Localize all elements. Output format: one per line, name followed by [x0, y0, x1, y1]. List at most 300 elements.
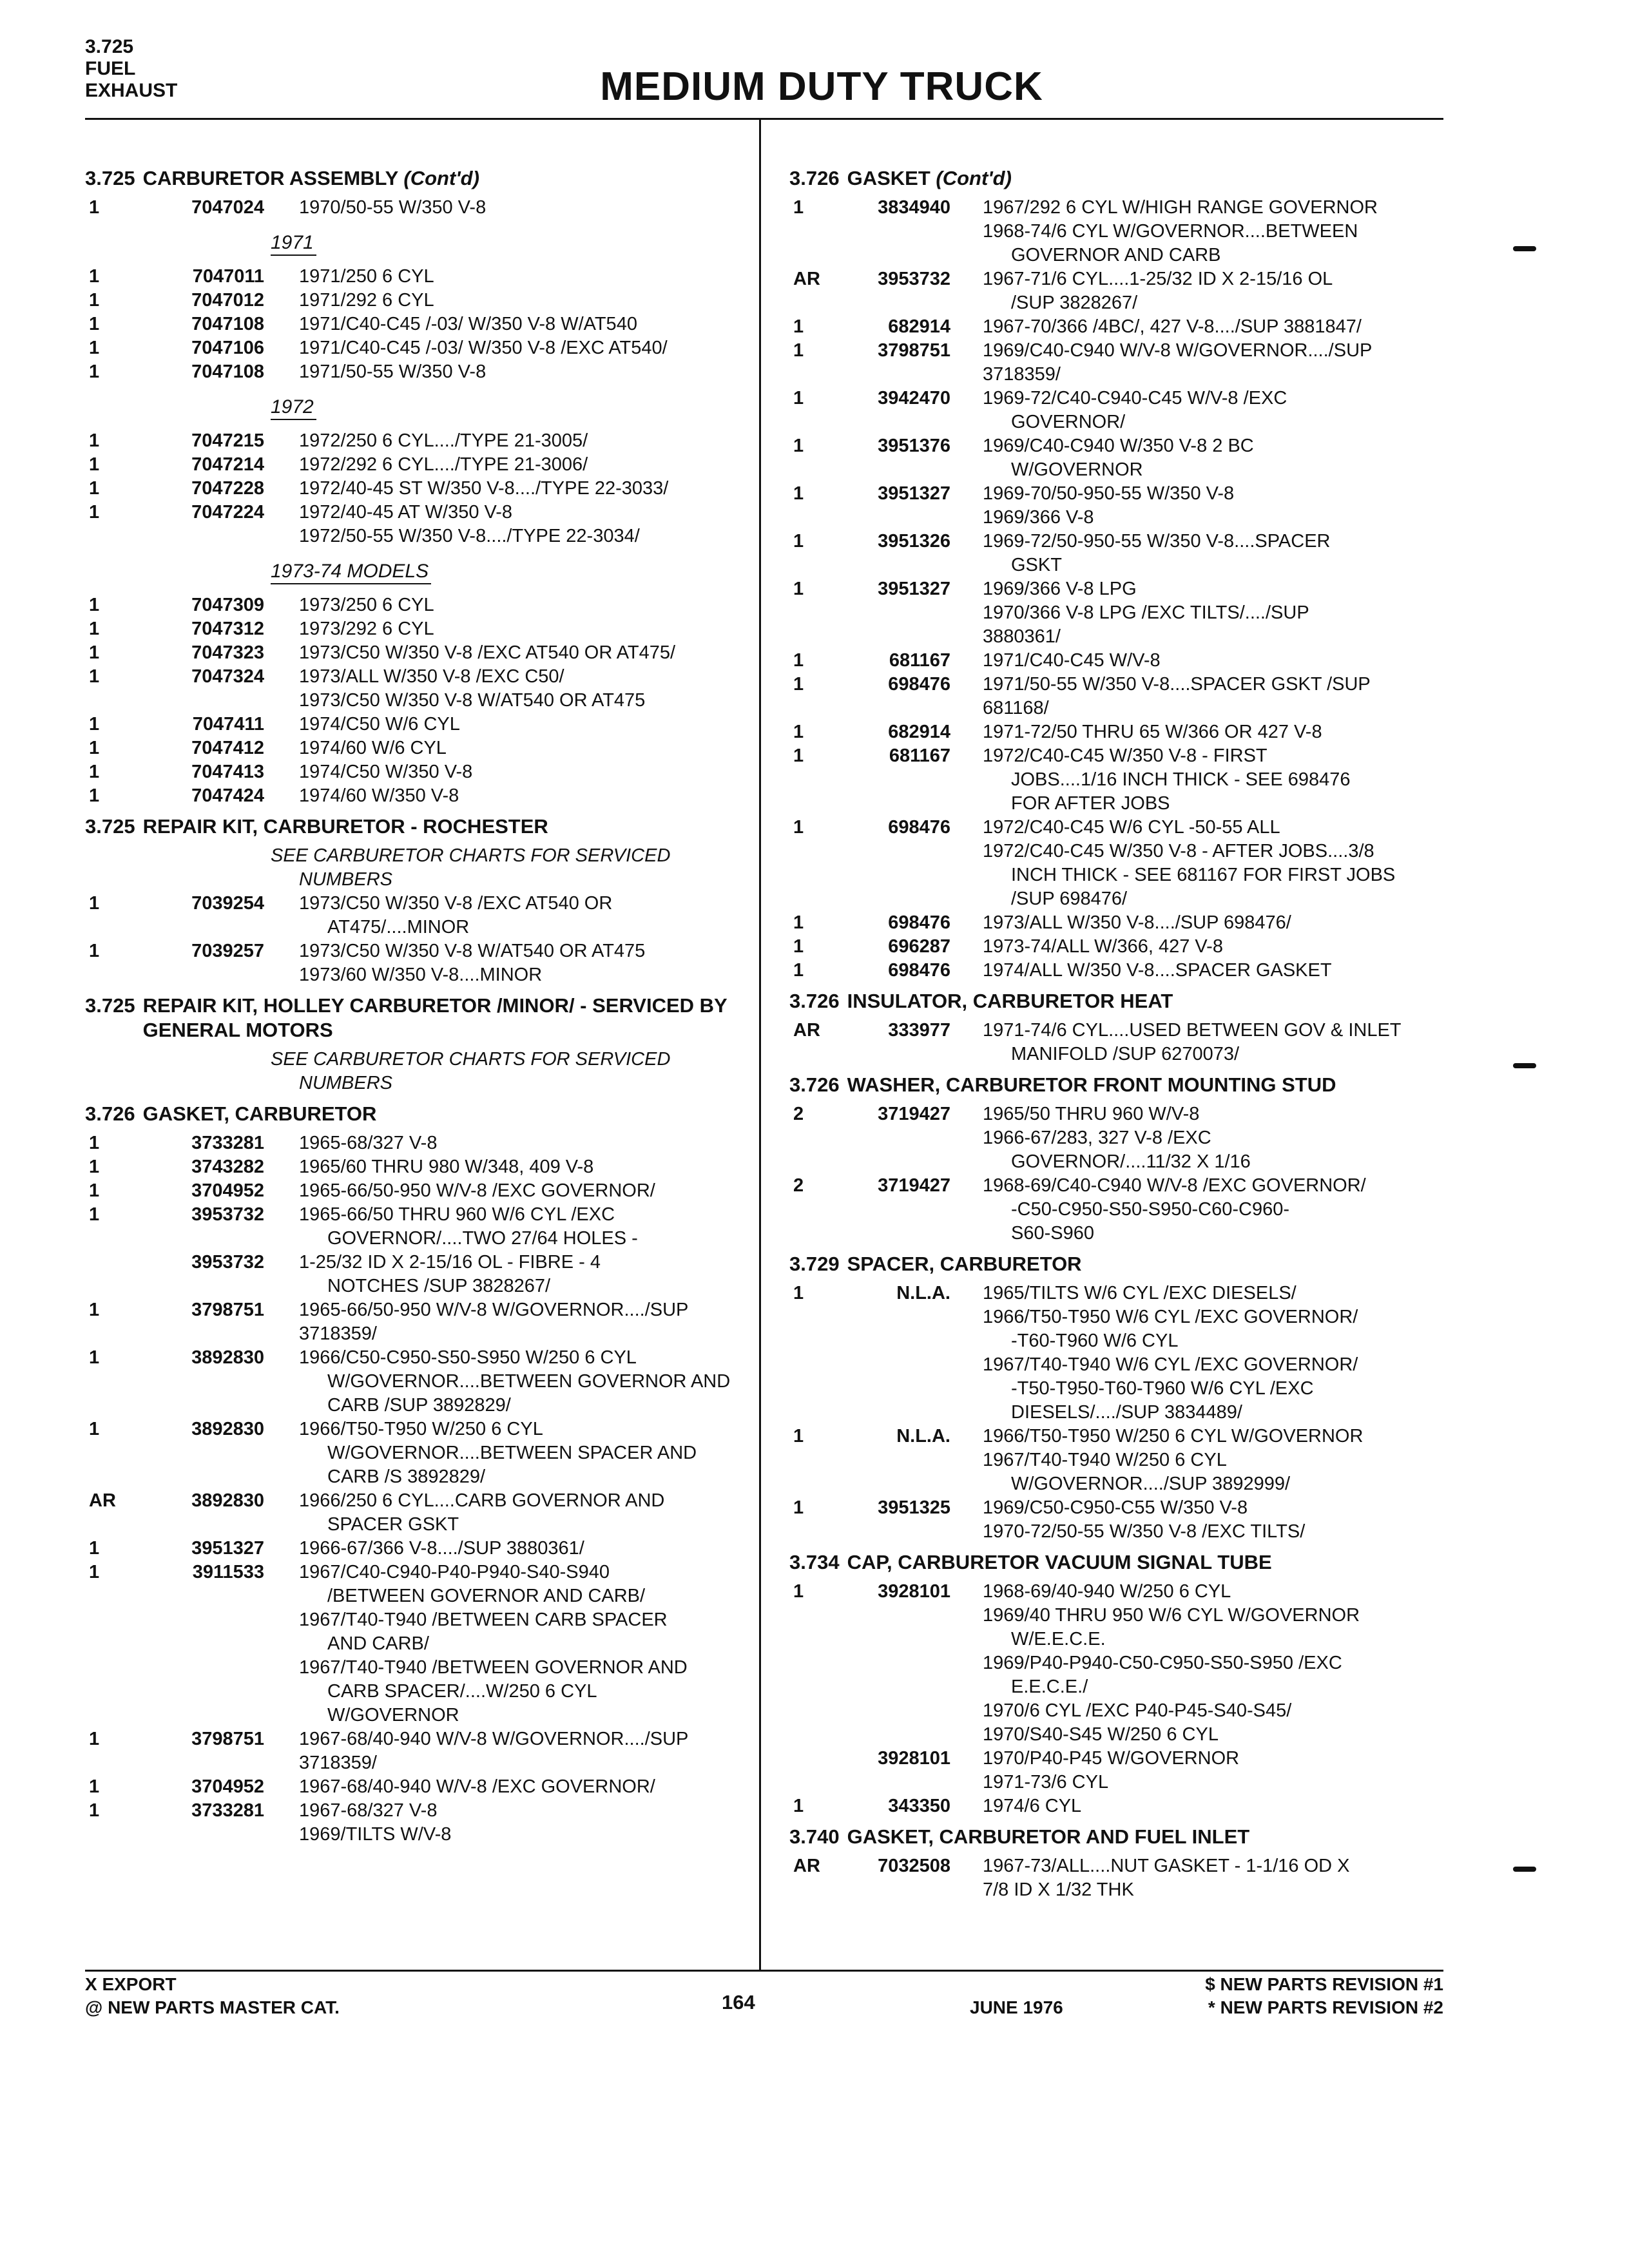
description-line: 1969/366 V-8 [983, 507, 1094, 528]
part-description [299, 1298, 758, 1346]
section-title-text: INSULATOR, CARBURETOR HEAT [847, 990, 1173, 1012]
description-line: 1972/292 6 CYL..../TYPE 21-3006/ [299, 454, 588, 475]
part-row [85, 289, 758, 312]
description-line: GOVERNOR/....11/32 X 1/16 [1011, 1151, 1251, 1172]
section-number: 3.726 [789, 167, 840, 189]
part-row [789, 530, 1443, 577]
description-line: /SUP 698476/ [1011, 889, 1128, 909]
part-number: 698476 [888, 817, 950, 838]
description-line: 1972/C40-C45 W/350 V-8 - FIRST [983, 745, 1268, 766]
quantity: 1 [89, 290, 100, 311]
part-description [299, 196, 758, 220]
quantity: 2 [793, 1175, 804, 1196]
description-line: 1971/C40-C45 /-03/ W/350 V-8 /EXC AT540/ [299, 338, 668, 358]
description-line: W/GOVERNOR..../SUP 3892999/ [1011, 1474, 1291, 1494]
description-line: 1969/40 THRU 950 W/6 CYL W/GOVERNOR [983, 1605, 1360, 1626]
quantity: 1 [89, 454, 100, 475]
part-number: 3733281 [191, 1800, 264, 1821]
part-number: 698476 [888, 912, 950, 933]
description-line: CARB /SUP 3892829/ [327, 1395, 511, 1416]
part-number: 3951327 [191, 1538, 264, 1559]
part-row [85, 593, 758, 617]
header-rule [85, 118, 1443, 120]
header-section-info [85, 36, 177, 102]
part-number: 3892830 [191, 1419, 264, 1439]
part-row [85, 1251, 758, 1298]
part-description [983, 267, 1443, 315]
description-line: W/GOVERNOR [1011, 459, 1143, 480]
description-line: 1965-66/50 THRU 960 W/6 CYL /EXC [299, 1204, 615, 1225]
part-number: 3951376 [878, 436, 950, 456]
quantity: 1 [89, 1133, 100, 1153]
description-line: 1971/292 6 CYL [299, 290, 434, 311]
part-row [85, 453, 758, 477]
part-row [85, 336, 758, 360]
part-row [85, 641, 758, 665]
quantity: 1 [89, 738, 100, 758]
description-line: 1969-72/C40-C940-C45 W/V-8 /EXC [983, 388, 1287, 408]
part-description [983, 649, 1443, 673]
description-line: JOBS....1/16 INCH THICK - SEE 698476 [1011, 769, 1351, 790]
section-number: 3.725 [85, 167, 135, 189]
note-line: SEE CARBURETOR CHARTS FOR SERVICED [271, 845, 671, 866]
part-number: 696287 [888, 936, 950, 957]
quantity: 1 [89, 361, 100, 382]
part-row [85, 196, 758, 220]
part-description [983, 911, 1443, 935]
part-row [85, 892, 758, 939]
quantity: 1 [89, 1347, 100, 1368]
description-line: 1969/TILTS W/V-8 [299, 1824, 452, 1845]
quantity: 1 [793, 340, 804, 361]
description-line: SPACER GSKT [327, 1514, 459, 1535]
note-line: SEE CARBURETOR CHARTS FOR SERVICED [271, 1049, 671, 1070]
part-number: 3892830 [191, 1347, 264, 1368]
description-line: W/GOVERNOR....BETWEEN SPACER AND [327, 1443, 697, 1463]
description-line: 1972/40-45 ST W/350 V-8..../TYPE 22-3033/ [299, 478, 669, 499]
description-line: 1974/C50 W/350 V-8 [299, 762, 473, 782]
quantity: AR [793, 1856, 820, 1876]
description-line: W/E.E.C.E. [1011, 1629, 1106, 1649]
part-description [983, 387, 1443, 434]
part-row [789, 1496, 1443, 1544]
description-line: -C50-C950-S50-S950-C60-C960- [1011, 1199, 1289, 1220]
footer-revision-2: * NEW PARTS REVISION #2 [1208, 1997, 1443, 2017]
part-description [299, 453, 758, 477]
description-line: 1967/T40-T940 W/6 CYL /EXC GOVERNOR/ [983, 1354, 1358, 1375]
part-description [983, 315, 1443, 339]
quantity: 1 [793, 579, 804, 599]
description-line: E.E.C.E./ [1011, 1677, 1088, 1697]
part-number: 3951326 [878, 531, 950, 552]
description-line: 1970/S40-S45 W/250 6 CYL [983, 1724, 1219, 1745]
continued-label: (Cont'd) [403, 167, 479, 189]
description-line: 1965/50 THRU 960 W/V-8 [983, 1104, 1200, 1124]
quantity: AR [89, 1490, 116, 1511]
part-description [983, 1102, 1443, 1174]
description-line: 1974/60 W/6 CYL [299, 738, 447, 758]
section-number: 3.726 [789, 1073, 840, 1096]
part-row [85, 1727, 758, 1775]
part-row [85, 1179, 758, 1203]
description-line: 1973/292 6 CYL [299, 619, 434, 639]
description-line: 1969/P40-P940-C50-C950-S50-S950 /EXC [983, 1653, 1342, 1673]
description-line: GOVERNOR AND CARB [1011, 245, 1221, 265]
description-line: S60-S960 [1011, 1223, 1094, 1244]
section-title [847, 1550, 1443, 1575]
part-row [789, 1854, 1443, 1902]
right-column [789, 160, 1443, 1902]
quantity: 1 [793, 483, 804, 504]
description-line: CARB /S 3892829/ [327, 1466, 486, 1487]
part-description [299, 1155, 758, 1179]
part-number: 7047108 [191, 361, 264, 382]
description-line: 1973/C50 W/350 V-8 /EXC AT540 OR [299, 893, 613, 914]
quantity: 1 [89, 1800, 100, 1821]
part-number: 698476 [888, 674, 950, 695]
description-line: 3718359/ [299, 1323, 377, 1344]
part-number: 7047224 [191, 502, 264, 523]
header-exhaust: EXHAUST [85, 80, 178, 101]
part-number: 3951327 [878, 579, 950, 599]
description-line: FOR AFTER JOBS [1011, 793, 1170, 814]
description-line: 1966-67/283, 327 V-8 /EXC [983, 1128, 1211, 1148]
part-description [983, 1174, 1443, 1245]
service-note [271, 844, 758, 892]
year-subheading-text: 1971 [271, 231, 316, 256]
part-row [85, 1537, 758, 1561]
description-line: 1973/ALL W/350 V-8..../SUP 698476/ [983, 912, 1291, 933]
description-line: 1972/C40-C45 W/350 V-8 - AFTER JOBS....3/8 [983, 841, 1374, 861]
part-row [85, 312, 758, 336]
part-description [299, 1775, 758, 1799]
quantity: 1 [793, 1581, 804, 1602]
quantity: 1 [89, 338, 100, 358]
section-title-text: GASKET [847, 167, 930, 189]
description-line: W/GOVERNOR....BETWEEN GOVERNOR AND [327, 1371, 731, 1392]
year-subheading-text: 1972 [271, 396, 316, 420]
description-line: 1967/C40-C940-P40-P940-S40-S940 [299, 1562, 610, 1582]
section-number: 3.740 [789, 1825, 840, 1848]
part-number: 681167 [889, 650, 950, 671]
part-description [983, 673, 1443, 720]
page-number: 164 [722, 1991, 755, 2013]
part-description [299, 336, 758, 360]
description-line: 1967-71/6 CYL....1-25/32 ID X 2-15/16 OL [983, 269, 1333, 289]
part-row [789, 1282, 1443, 1425]
description-line: /BETWEEN GOVERNOR AND CARB/ [327, 1586, 646, 1606]
part-number: 333977 [888, 1020, 950, 1041]
footer-date: JUNE 1976 [970, 1997, 1063, 2017]
part-description [983, 339, 1443, 387]
description-line: 1-25/32 ID X 2-15/16 OL - FIBRE - 4 [299, 1252, 601, 1273]
footer-rule [85, 1970, 1443, 1972]
quantity: 1 [89, 266, 100, 287]
section-title [847, 1073, 1443, 1097]
quantity: 1 [793, 531, 804, 552]
header-section-code: 3.725 [85, 36, 134, 57]
part-row [789, 1174, 1443, 1245]
part-row [789, 1747, 1443, 1794]
quantity: 1 [793, 960, 804, 981]
quantity: 1 [89, 1180, 100, 1201]
quantity: AR [793, 269, 820, 289]
section-title-text: SPACER, CARBURETOR [847, 1253, 1082, 1275]
part-number: 7039254 [191, 893, 264, 914]
part-description [299, 1489, 758, 1537]
part-row [789, 720, 1443, 744]
part-row [85, 1418, 758, 1489]
quantity: 1 [89, 1776, 100, 1797]
part-number: 7047108 [191, 314, 264, 334]
part-row [85, 1203, 758, 1251]
part-row [789, 1019, 1443, 1066]
description-line: MANIFOLD /SUP 6270073/ [1011, 1044, 1240, 1064]
part-description [299, 1346, 758, 1418]
part-row [85, 1775, 758, 1799]
part-number: 3719427 [878, 1175, 950, 1196]
section-title [847, 989, 1443, 1014]
description-line: 1972/40-45 AT W/350 V-8 [299, 502, 513, 523]
part-description [299, 736, 758, 760]
part-description [983, 1496, 1443, 1544]
section-heading [85, 166, 758, 191]
description-line: 1969/C40-C940 W/V-8 W/GOVERNOR..../SUP [983, 340, 1373, 361]
part-row [85, 1155, 758, 1179]
description-line: 1965-66/50-950 W/V-8 /EXC GOVERNOR/ [299, 1180, 655, 1201]
part-number: 7047011 [192, 266, 264, 287]
part-description [299, 1799, 758, 1847]
description-line: 1973/250 6 CYL [299, 595, 434, 615]
part-description [299, 593, 758, 617]
section-title [143, 994, 758, 1043]
quantity: 1 [793, 436, 804, 456]
part-number: 3892830 [191, 1490, 264, 1511]
part-number: 3798751 [191, 1300, 264, 1320]
section-title-text: WASHER, CARBURETOR FRONT MOUNTING STUD [847, 1073, 1336, 1096]
description-line: -T60-T960 W/6 CYL [1011, 1331, 1179, 1351]
description-line: 3718359/ [299, 1753, 377, 1773]
quantity: 1 [793, 1283, 804, 1303]
description-line: 1969/C40-C940 W/350 V-8 2 BC [983, 436, 1254, 456]
part-number: 7047215 [191, 430, 264, 451]
part-number: 7032508 [878, 1856, 950, 1876]
description-line: -T50-T950-T60-T960 W/6 CYL /EXC [1011, 1378, 1314, 1399]
part-number: 7047424 [191, 785, 264, 806]
part-row [789, 315, 1443, 339]
part-description [983, 577, 1443, 649]
year-subheading [85, 220, 758, 265]
quantity: 1 [89, 941, 100, 961]
description-line: CARB SPACER/....W/250 6 CYL [327, 1681, 597, 1702]
description-line: 1972/50-55 W/350 V-8..../TYPE 22-3034/ [299, 526, 640, 546]
part-row [85, 617, 758, 641]
part-number: 3733281 [191, 1133, 264, 1153]
part-number: 3798751 [191, 1729, 264, 1749]
description-line: 1974/60 W/350 V-8 [299, 785, 459, 806]
quantity: 1 [793, 1796, 804, 1816]
part-row [789, 1580, 1443, 1747]
part-description [299, 360, 758, 384]
quantity: 1 [89, 1419, 100, 1439]
quantity: 1 [793, 745, 804, 766]
part-description [983, 1580, 1443, 1747]
part-row [85, 1298, 758, 1346]
description-line: 1972/250 6 CYL..../TYPE 21-3005/ [299, 430, 588, 451]
part-description [983, 744, 1443, 816]
description-line: 1973/ALL W/350 V-8 /EXC C50/ [299, 666, 564, 687]
part-number: N.L.A. [896, 1426, 950, 1446]
part-number: 3953732 [878, 269, 950, 289]
quantity: 1 [89, 478, 100, 499]
description-line: 1969/366 V-8 LPG [983, 579, 1137, 599]
part-number: 7047309 [191, 595, 264, 615]
quantity: 1 [89, 893, 100, 914]
description-line: 1974/ALL W/350 V-8....SPACER GASKET [983, 960, 1332, 981]
part-description [983, 935, 1443, 959]
section-title [847, 1252, 1443, 1276]
continued-label: (Cont'd) [936, 167, 1012, 189]
description-line: 1967-70/366 /4BC/, 427 V-8..../SUP 3881847/ [983, 316, 1362, 337]
part-description [983, 1854, 1443, 1902]
part-number: 3928101 [878, 1581, 950, 1602]
left-column [85, 160, 758, 1847]
revision-marker [1513, 246, 1536, 251]
part-number: 3951327 [878, 483, 950, 504]
quantity: 1 [793, 197, 804, 218]
description-line: 1967-68/40-940 W/V-8 /EXC GOVERNOR/ [299, 1776, 655, 1797]
part-number: 3834940 [878, 197, 950, 218]
part-row [789, 649, 1443, 673]
part-row [789, 339, 1443, 387]
part-number: 7047413 [191, 762, 264, 782]
section-title [847, 166, 1443, 191]
section-title-text: REPAIR KIT, HOLLEY CARBURETOR /MINOR/ - SERVICED BY GENERAL MOTORS [142, 994, 728, 1041]
part-description [299, 501, 758, 548]
section-heading [789, 1252, 1443, 1276]
description-line: INCH THICK - SEE 681167 FOR FIRST JOBS [1011, 865, 1396, 885]
part-row [789, 959, 1443, 983]
section-heading [85, 814, 758, 839]
description-line: 1969-70/50-950-55 W/350 V-8 [983, 483, 1235, 504]
section-number: 3.725 [85, 994, 135, 1017]
part-row [789, 434, 1443, 482]
description-line: 1967-68/40-940 W/V-8 W/GOVERNOR..../SUP [299, 1729, 689, 1749]
part-description [299, 265, 758, 289]
part-description [299, 1251, 758, 1298]
part-description [983, 196, 1443, 267]
quantity: 1 [89, 430, 100, 451]
description-line: 1969-72/50-950-55 W/350 V-8....SPACER [983, 531, 1331, 552]
part-number: 3743282 [191, 1157, 264, 1177]
part-description [983, 1282, 1443, 1425]
quantity: 1 [89, 785, 100, 806]
description-line: 1967-73/ALL....NUT GASKET - 1-1/16 OD X [983, 1856, 1350, 1876]
part-description [299, 312, 758, 336]
section-heading [789, 1825, 1443, 1849]
part-row [789, 267, 1443, 315]
part-description [983, 816, 1443, 911]
quantity: 1 [793, 1497, 804, 1518]
part-number: 7047228 [191, 478, 264, 499]
part-number: 3704952 [191, 1180, 264, 1201]
quantity: 1 [89, 666, 100, 687]
part-number: 3928101 [878, 1748, 950, 1769]
part-number: 7047106 [191, 338, 264, 358]
part-number: 3911533 [192, 1562, 264, 1582]
part-number: 3704952 [191, 1776, 264, 1797]
description-line: 681168/ [983, 698, 1049, 718]
part-description [983, 1794, 1443, 1818]
part-row [85, 1346, 758, 1418]
column-divider [759, 120, 761, 1970]
part-description [299, 641, 758, 665]
part-description [983, 1019, 1443, 1066]
description-line: 1973/60 W/350 V-8....MINOR [299, 965, 543, 985]
part-row [789, 744, 1443, 816]
part-row [789, 1794, 1443, 1818]
description-line: AND CARB/ [327, 1633, 429, 1654]
description-line: 1971/C40-C45 W/V-8 [983, 650, 1161, 671]
part-number: 7047024 [191, 197, 264, 218]
quantity: 1 [89, 762, 100, 782]
part-row [85, 760, 758, 784]
section-title [847, 1825, 1443, 1849]
note-line: NUMBERS [299, 869, 393, 890]
year-subheading [85, 548, 758, 593]
section-title-text: GASKET, CARBURETOR [142, 1102, 377, 1125]
section-number: 3.734 [789, 1551, 840, 1573]
quantity: 1 [89, 314, 100, 334]
part-number: 682914 [888, 316, 950, 337]
quantity: 1 [89, 1157, 100, 1177]
part-row [789, 816, 1443, 911]
footer-revision-1: $ NEW PARTS REVISION #1 [1205, 1974, 1443, 1994]
description-line: 1967/292 6 CYL W/HIGH RANGE GOVERNOR [983, 197, 1378, 218]
revision-marker [1513, 1867, 1536, 1872]
part-number: 3798751 [878, 340, 950, 361]
part-description [299, 1203, 758, 1251]
section-title [143, 814, 758, 839]
part-description [983, 530, 1443, 577]
description-line: 1971-72/50 THRU 65 W/366 OR 427 V-8 [983, 722, 1322, 742]
quantity: 1 [89, 1300, 100, 1320]
description-line: DIESELS/..../SUP 3834489/ [1011, 1402, 1242, 1423]
description-line: 1970/6 CYL /EXC P40-P45-S40-S45/ [983, 1700, 1292, 1721]
part-number: N.L.A. [896, 1283, 950, 1303]
quantity [789, 1747, 842, 1794]
description-line: GOVERNOR/....TWO 27/64 HOLES - [327, 1228, 638, 1249]
header-fuel: FUEL [85, 58, 136, 79]
part-number: 7047412 [191, 738, 264, 758]
page-title: MEDIUM DUTY TRUCK [600, 64, 1043, 109]
section-heading [789, 166, 1443, 191]
section-heading [85, 994, 758, 1043]
part-row [85, 713, 758, 736]
section-heading [789, 1550, 1443, 1575]
part-description [299, 713, 758, 736]
part-number: 7047323 [191, 642, 264, 663]
description-line: 1966/T50-T950 W/250 6 CYL [299, 1419, 543, 1439]
description-line: 1965-66/50-950 W/V-8 W/GOVERNOR..../SUP [299, 1300, 689, 1320]
description-line: 1970/P40-P45 W/GOVERNOR [983, 1748, 1240, 1769]
part-row [789, 673, 1443, 720]
description-line: 1972/C40-C45 W/6 CYL -50-55 ALL [983, 817, 1280, 838]
quantity: 1 [793, 722, 804, 742]
part-description [299, 1727, 758, 1775]
part-row [85, 501, 758, 548]
part-row [789, 196, 1443, 267]
